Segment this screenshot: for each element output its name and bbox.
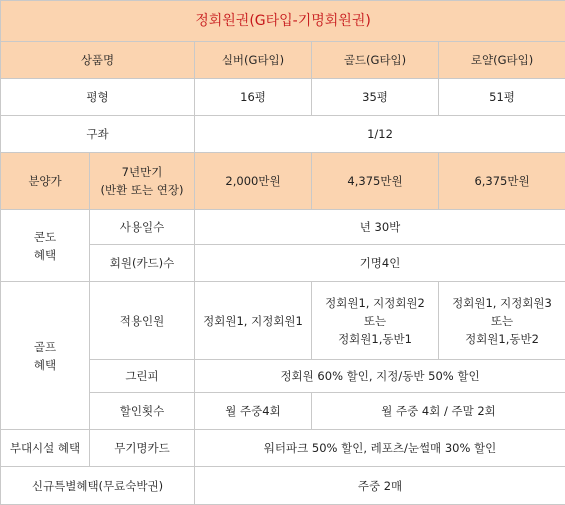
- price-term: [90, 153, 195, 210]
- condo-member-value: 기명4인: [195, 245, 565, 282]
- golf-gold-line1: 정회원1, 지정회원2: [314, 294, 436, 312]
- price-gold: 4,375만원: [312, 153, 439, 210]
- golf-persons-label: 적용인원: [90, 282, 195, 360]
- golf-label: [1, 282, 90, 430]
- price-term-line2: (반환 또는 연장): [92, 181, 192, 199]
- facility-value: 워터파크 50% 할인, 레포츠/눈썰매 30% 할인: [195, 430, 565, 467]
- golf-persons-royal: [439, 282, 565, 360]
- facility-row: [1, 430, 565, 467]
- golf-persons-gold: [312, 282, 439, 360]
- golf-discount-silver: 월 주중4회: [195, 393, 312, 430]
- area-royal: 51평: [439, 79, 565, 116]
- table-title: 정회원권(G타입-기명회원권): [1, 1, 565, 42]
- golf-royal-line3: 정회원1,동반2: [441, 330, 563, 348]
- golf-gold-line3: 정회원1,동반1: [314, 330, 436, 348]
- golf-discount-label: 할인횟수: [90, 393, 195, 430]
- facility-sub-label: 무기명카드: [90, 430, 195, 467]
- special-value: 주중 2매: [195, 467, 565, 505]
- golf-gold-line2: 또는: [314, 312, 436, 330]
- golf-greenfee-label: 그린피: [90, 360, 195, 393]
- condo-usage-value: 년 30박: [195, 210, 565, 245]
- area-label: 평형: [1, 79, 195, 116]
- golf-discount-gold-royal: 월 주중 4회 / 주말 2회: [312, 393, 565, 430]
- area-row: [1, 79, 565, 116]
- special-label: 신규특별혜택(무료숙박권): [1, 467, 195, 505]
- condo-member-label: 회원(카드)수: [90, 245, 195, 282]
- price-row: [1, 153, 565, 210]
- header-gold: 골드(G타입): [312, 42, 439, 79]
- price-royal: 6,375만원: [439, 153, 565, 210]
- area-gold: 35평: [312, 79, 439, 116]
- special-row: [1, 467, 565, 505]
- golf-persons-row: [1, 282, 565, 360]
- golf-persons-silver: 정회원1, 지정회원1: [195, 282, 312, 360]
- share-label: 구좌: [1, 116, 195, 153]
- condo-label-line1: 콘도: [3, 228, 87, 246]
- price-term-line1: 7년만기: [92, 163, 192, 181]
- area-silver: 16평: [195, 79, 312, 116]
- header-product: 상품명: [1, 42, 195, 79]
- price-silver: 2,000만원: [195, 153, 312, 210]
- header-silver: 실버(G타입): [195, 42, 312, 79]
- condo-usage-row: [1, 210, 565, 245]
- golf-label-line2: 혜택: [3, 356, 87, 374]
- share-value: 1/12: [195, 116, 565, 153]
- golf-greenfee-value: 정회원 60% 할인, 지정/동반 50% 할인: [195, 360, 565, 393]
- title-row: [1, 1, 565, 42]
- price-label: 분양가: [1, 153, 90, 210]
- header-row: [1, 42, 565, 79]
- share-row: [1, 116, 565, 153]
- facility-label: 부대시설 혜택: [1, 430, 90, 467]
- golf-royal-line2: 또는: [441, 312, 563, 330]
- condo-label-line2: 혜택: [3, 246, 87, 264]
- condo-usage-label: 사용일수: [90, 210, 195, 245]
- condo-label: [1, 210, 90, 282]
- header-royal: 로얄(G타입): [439, 42, 565, 79]
- golf-royal-line1: 정회원1, 지정회원3: [441, 294, 563, 312]
- golf-label-line1: 골프: [3, 338, 87, 356]
